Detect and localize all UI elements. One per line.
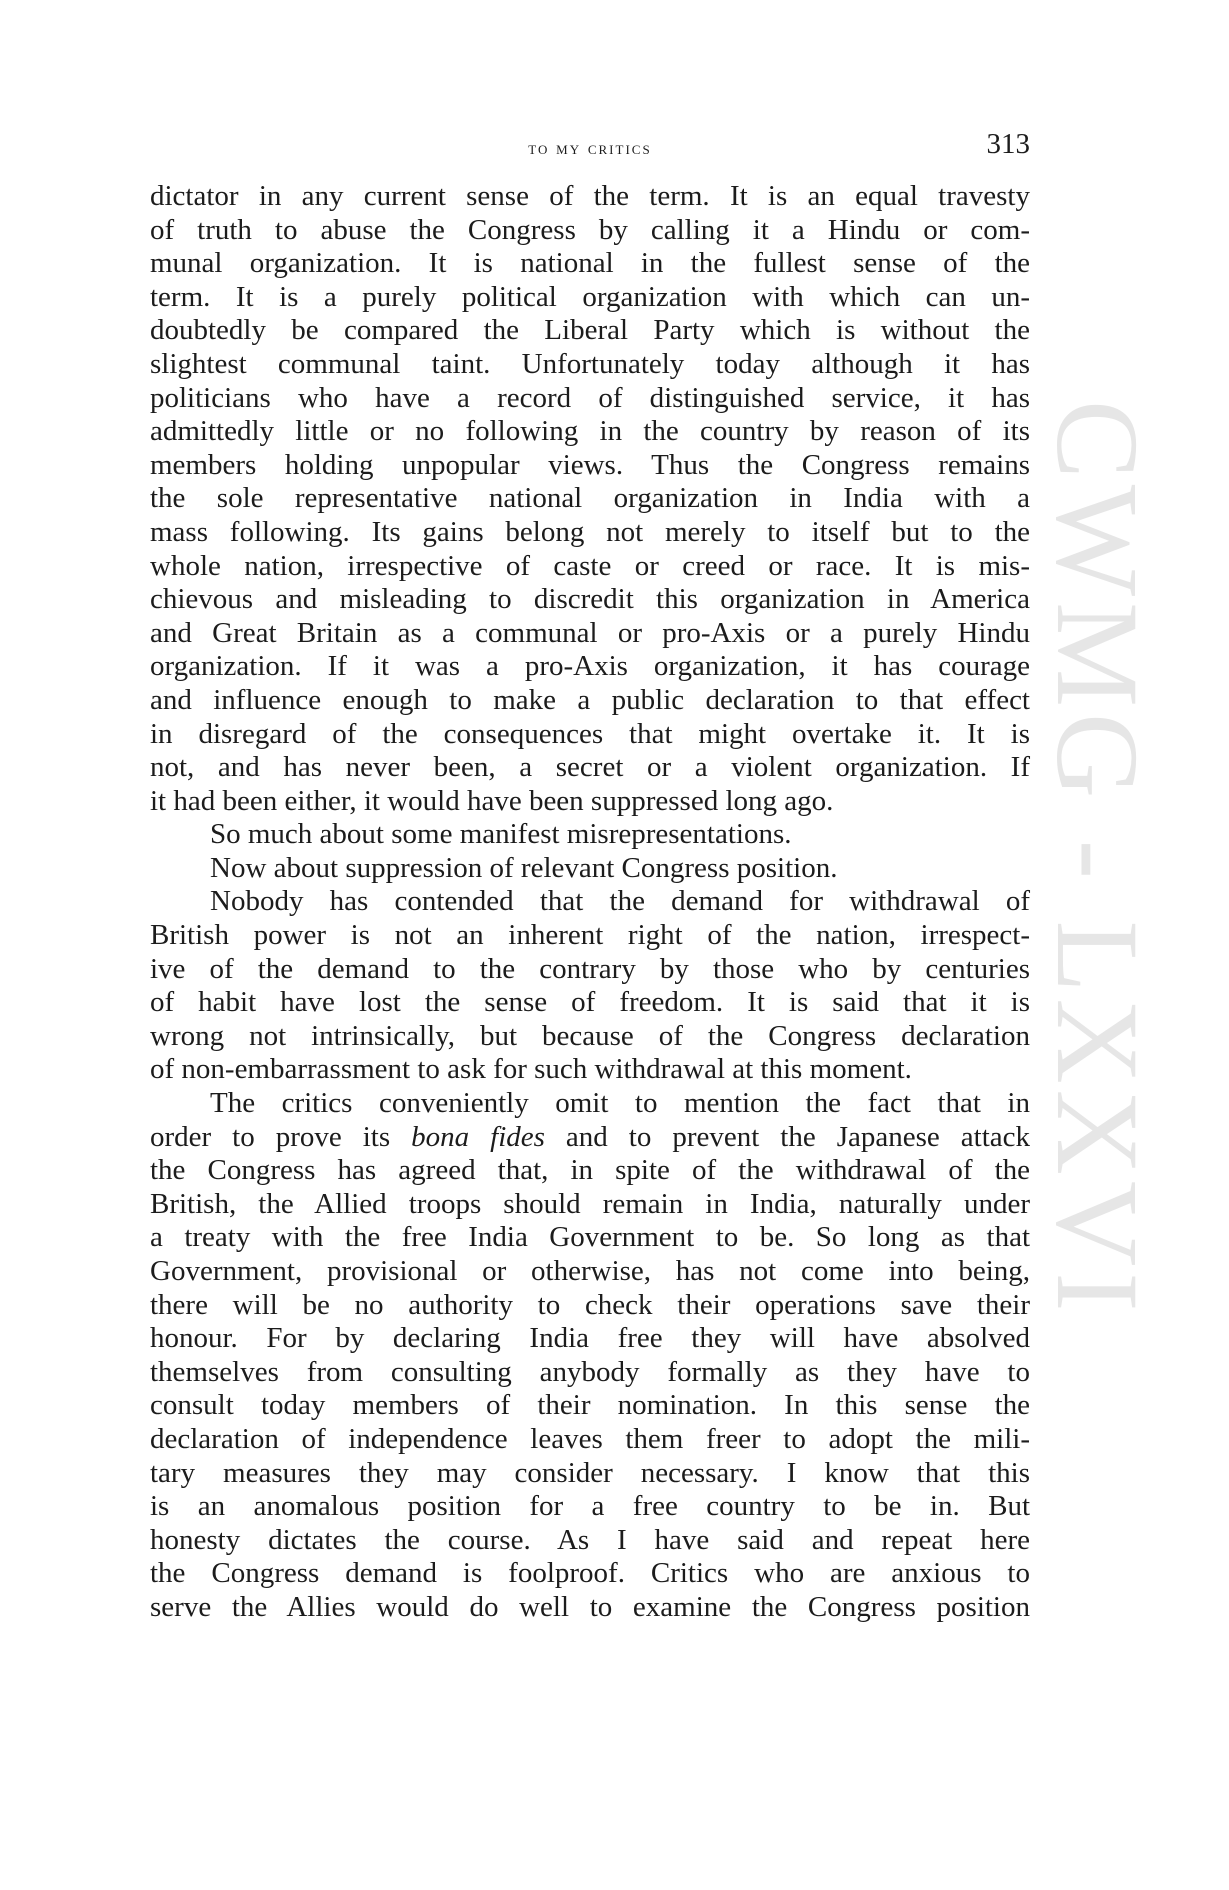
text-line: it had been either, it would have been suppressed long ago.	[150, 784, 834, 817]
text-line: the Congress has agreed that, in spite of the withdrawal of the	[150, 1154, 1030, 1187]
text-line: chievous and misleading to discredit this organization in America	[150, 583, 1030, 616]
text-line: of non-embarrassment to ask for such withdrawal at this moment.	[150, 1053, 912, 1086]
body-text	[150, 180, 1030, 1625]
text-line: of truth to abuse the Congress by calling it a Hindu or com-	[150, 213, 1030, 246]
text-line: Now about suppression of relevant Congress position.	[210, 851, 838, 884]
text-line: organization. If it was a pro-Axis organization, it has courage	[150, 650, 1030, 683]
text-line: not, and has never been, a secret or a violent organization. If	[150, 751, 1030, 784]
text-line: is an anomalous position for a free country to be in. But	[150, 1490, 1030, 1523]
text-line: term. It is a purely political organization with which can un-	[150, 280, 1030, 313]
text-line: British power is not an inherent right of the nation, irrespect-	[150, 919, 1030, 952]
text-line: Government, provisional or otherwise, has not come into being,	[150, 1255, 1030, 1287]
text-segment: order to prove its	[150, 1120, 412, 1153]
watermark-text: CWMG - LXXVI	[1031, 400, 1163, 1318]
text-segment: and to prevent the Japanese attack	[544, 1120, 1031, 1153]
text-line: and Great Britain as a communal or pro-Axis or a purely Hindu	[150, 616, 1030, 649]
running-title: to my critics	[528, 138, 652, 159]
text-line: politicians who have a record of distinguished service, it has	[150, 381, 1030, 414]
text-line: So much about some manifest misrepresentations.	[210, 818, 792, 851]
text-line: the Congress demand is foolproof. Critics who are anxious to	[150, 1557, 1030, 1590]
text-line: honesty dictates the course. As I have said and repeat here	[150, 1523, 1030, 1556]
text-line: whole nation, irrespective of caste or creed or race. It is mis-	[150, 549, 1030, 582]
text-line: consult today members of their nomination. In this sense the	[150, 1389, 1030, 1422]
text-line: admittedly little or no following in the country by reason of its	[150, 415, 1030, 448]
text-line: Nobody has contended that the demand for withdrawal of	[210, 885, 1030, 918]
text-line: the sole representative national organization in India with a	[150, 482, 1030, 515]
text-line: ive of the demand to the contrary by those who by centuries	[150, 952, 1030, 985]
text-line: The critics conveniently omit to mention the fact that in	[210, 1087, 1030, 1120]
page-number: 313	[986, 128, 1030, 160]
text-line: declaration of independence leaves them freer to adopt the mili-	[150, 1422, 1030, 1455]
text-line: serve the Allies would do well to examine the Congress position	[150, 1590, 1030, 1623]
text-line: mass following. Its gains belong not merely to itself but to the	[150, 515, 1030, 548]
text-line: slightest communal taint. Unfortunately today although it has	[150, 347, 1030, 380]
text-line: of habit have lost the sense of freedom. It is said that it is	[150, 986, 1030, 1019]
text-line: themselves from consulting anybody formally as they have to	[150, 1355, 1030, 1388]
text-line: a treaty with the free India Government to be. So long as that	[150, 1221, 1030, 1254]
text-line: members holding unpopular views. Thus the Congress remains	[150, 448, 1030, 481]
text-line	[150, 1121, 1030, 1155]
text-line: wrong not intrinsically, but because of the Congress declaration	[150, 1019, 1030, 1052]
text-line: doubtedly be compared the Liberal Party which is without the	[150, 314, 1030, 347]
text-line: in disregard of the consequences that might overtake it. It is	[150, 717, 1030, 750]
watermark	[1030, 400, 1163, 1500]
text-line: dictator in any current sense of the term. It is an equal travesty	[150, 180, 1030, 212]
text-line: munal organization. It is national in the fullest sense of the	[150, 247, 1030, 280]
text-line: tary measures they may consider necessary. I know that this	[150, 1456, 1030, 1489]
text-line: honour. For by declaring India free they will have absolved	[150, 1322, 1030, 1355]
text-line: there will be no authority to check their operations save their	[150, 1288, 1030, 1321]
running-head	[150, 128, 1030, 168]
text-line: and influence enough to make a public declaration to that effect	[150, 683, 1030, 716]
italic-term: bona fides	[411, 1120, 545, 1153]
text-line: British, the Allied troops should remain in India, naturally under	[150, 1187, 1030, 1220]
